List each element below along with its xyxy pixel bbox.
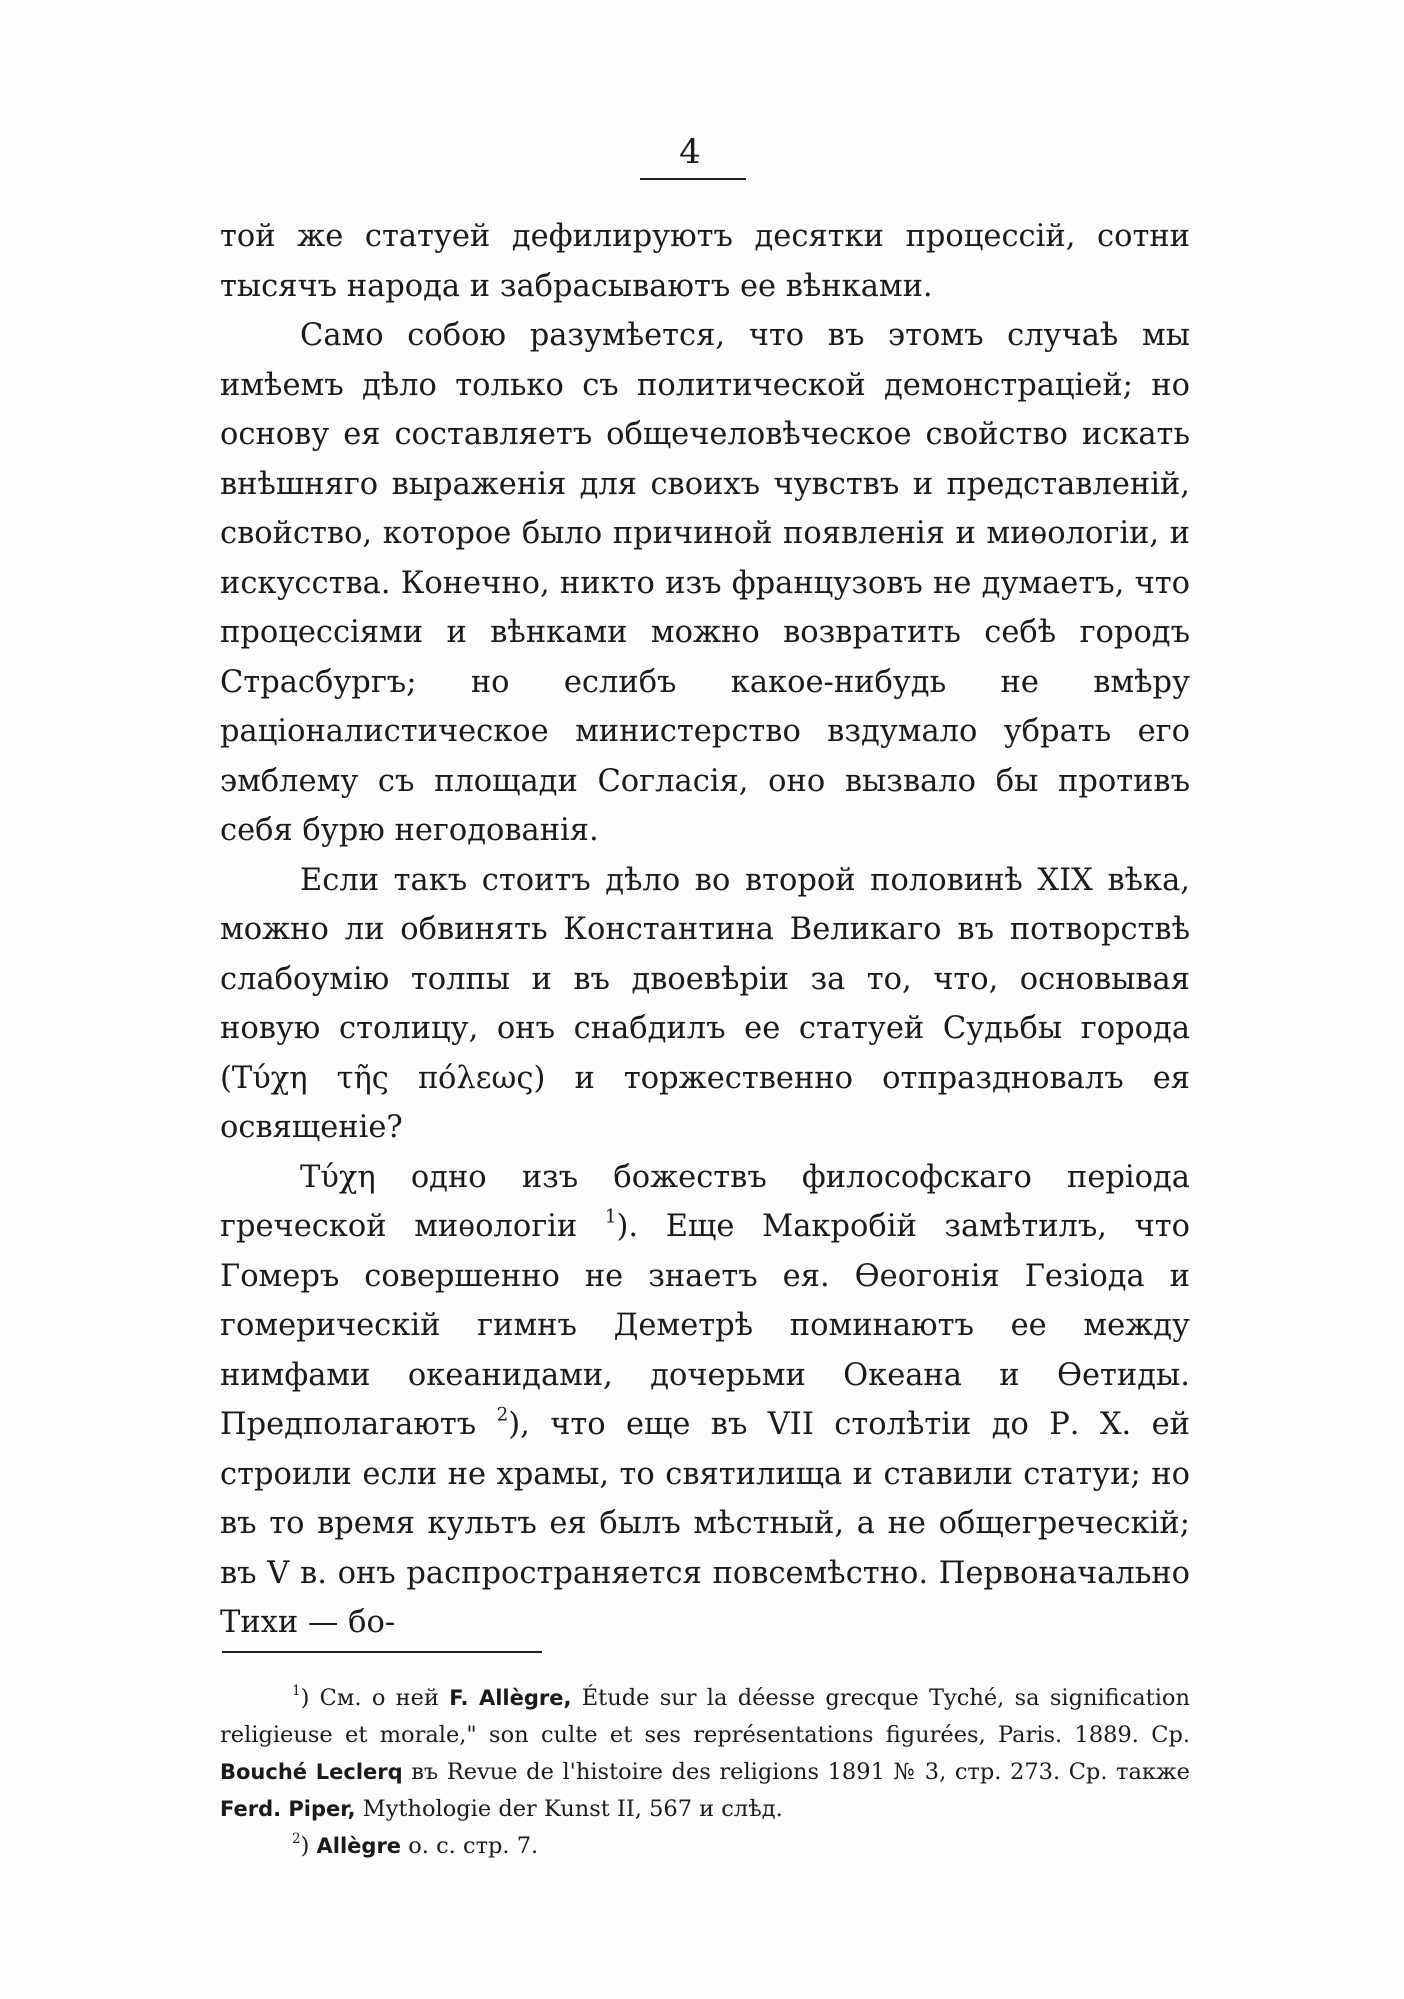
footnote-2 <box>220 1828 1190 1865</box>
footnote-1-text-2: въ Revue de l'histoire des religions 1891 № 3, стр. 273. Ср. также <box>402 1759 1190 1785</box>
paragraph-4-part-3: ), что еще въ VII столѣтіи до Р. X. ей строили если не храмы, то святилища и ставили статуи; но въ то время культъ ея былъ мѣстный, а не общегреческій; въ V в. онъ распространяется повсемѣстно. Первоначально Тихи — бо- <box>220 1407 1190 1640</box>
page-number: 4 <box>679 132 701 172</box>
footnotes <box>220 1680 1190 1865</box>
footnote-divider <box>222 1651 542 1653</box>
paragraph-1: той же статуей дефилируютъ десятки процессій, сотни тысячъ народа и забрасываютъ ее вѣнками. <box>220 219 1190 304</box>
footnote-2-author-1: Allègre <box>316 1834 402 1858</box>
footnote-1-text-1: Étude sur la déesse grecque Tyché, sa signification religieuse et morale," son culte et ses représentations figurées, Paris. 1889. Ср. <box>220 1685 1190 1748</box>
footnote-2-prefix: ) <box>300 1833 317 1859</box>
footnote-2-text-1: о. с. стр. 7. <box>401 1833 539 1859</box>
footnote-1-text-3: Mythologie der Kunst II, 567 и слѣд. <box>355 1796 783 1822</box>
paragraph-4 <box>220 1153 1190 1648</box>
paragraph-2: Само собою разумѣется, что въ этомъ случаѣ мы имѣемъ дѣло только съ политической демонстраціей; но основу ея составляетъ общечеловѣческое свойство искать внѣшняго выраженія для своихъ чувствъ и представленій, свойство, которое было причиной появленія и миѳологіи, и искусства. Конечно, никто изъ французовъ не думаетъ, что процессіями и вѣнками можно возвратить себѣ городъ Страсбургъ; но еслибъ какое-нибудь не вмѣру раціоналистическое министерство вздумало убрать его эмблему съ площади Согласія, оно вызвало бы противъ себя бурю негодованія. <box>220 318 1190 848</box>
footnote-1-author-2: Bouché Leclerq <box>220 1760 403 1784</box>
paragraph-4-part-2: ). Еще Макробій замѣтилъ, что Гомеръ совершенно не знаетъ ея. Ѳеогонія Гезіода и гомерическій гимнъ Деметрѣ поминаютъ ее между нимфами океанидами, дочерьми Океана и Ѳетиды. Предполагаютъ <box>220 1209 1190 1442</box>
footnote-1 <box>220 1680 1190 1828</box>
header-rule <box>640 178 746 180</box>
footnote-1-marker: 1 <box>292 1682 301 1699</box>
paragraph-3: Если такъ стоитъ дѣло во второй половинѣ XIX вѣка, можно ли обвинять Константина Великаго въ потворствѣ слабоумію толпы и въ двоевѣріи за то, что, основывая новую столицу, онъ снабдилъ ее статуей Судьбы города (Τύχη τῆς πόλεως) и торжественно отпраздновалъ ея освященіе? <box>220 862 1190 1145</box>
footnote-1-author-1: F. Allègre, <box>449 1686 572 1710</box>
footnote-ref-1: 1 <box>604 1206 617 1228</box>
footnote-ref-2: 2 <box>496 1404 509 1426</box>
footnote-1-prefix: ) См. о ней <box>300 1685 450 1711</box>
footnote-1-author-3: Ferd. Piper, <box>220 1797 356 1821</box>
main-text <box>220 212 1190 1648</box>
footnote-2-marker: 2 <box>292 1830 301 1847</box>
paragraph-4-part-1: Τύχη одно изъ божествъ философскаго періода греческой миѳологіи <box>220 1159 1190 1244</box>
